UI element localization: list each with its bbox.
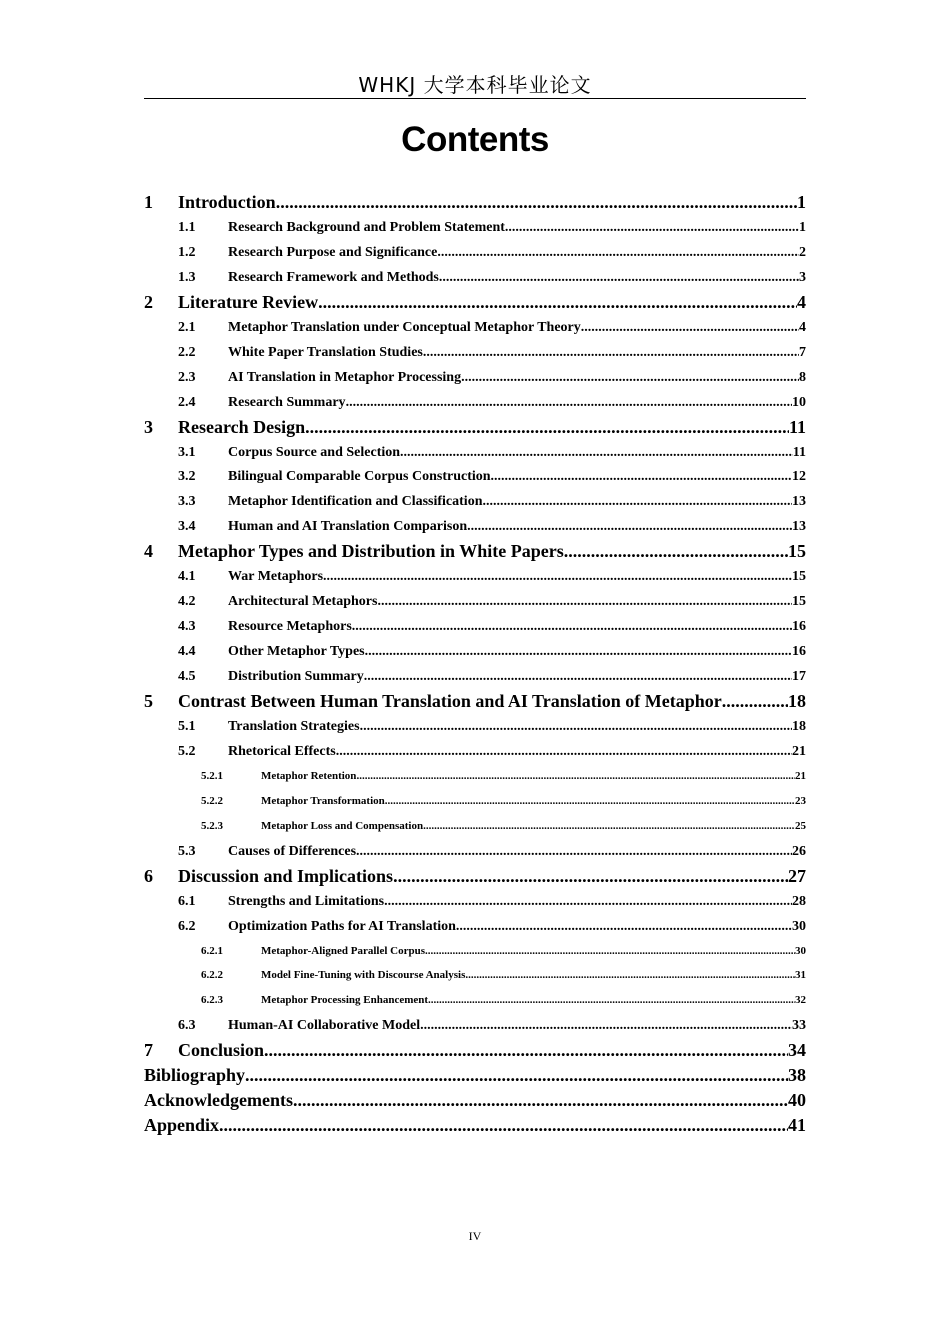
toc-entry-number: 6.2.2 <box>201 969 223 982</box>
toc-dot-leader <box>346 390 792 415</box>
toc-dot-leader <box>352 614 792 639</box>
toc-dot-leader <box>364 664 792 689</box>
toc-entry-page: 30 <box>795 944 806 957</box>
toc-dot-leader <box>505 215 799 240</box>
toc-entry-page: 30 <box>792 918 806 934</box>
toc-entry-label: Metaphor Identification and Classification <box>228 494 483 510</box>
toc-entry-label: War Metaphors <box>228 569 324 585</box>
toc-entry-label: Metaphor Processing Enhancement <box>261 994 429 1007</box>
toc-entry-label: Metaphor-Aligned Parallel Corpus <box>261 944 425 957</box>
toc-entry-page: 40 <box>788 1090 806 1111</box>
toc-dot-leader <box>467 514 792 539</box>
toc-dot-leader <box>439 265 799 290</box>
toc-entry-number: 2.2 <box>178 344 196 360</box>
toc-dot-leader <box>465 963 795 988</box>
toc-entry-number: 4 <box>144 541 153 562</box>
toc-entry-number: 1 <box>144 192 153 212</box>
toc-entry[interactable] <box>144 315 806 340</box>
toc-entry-page: 4 <box>799 319 806 335</box>
page-number: IV <box>468 1229 482 1243</box>
header-rule <box>144 98 806 99</box>
toc-entry-page: 15 <box>792 594 806 610</box>
toc-entry-label: Bilingual Comparable Corpus Construction <box>228 469 491 485</box>
toc-entry-page: 11 <box>792 444 806 460</box>
toc-entry[interactable] <box>144 889 806 914</box>
toc-dot-leader <box>425 939 795 964</box>
toc-dot-leader <box>356 839 792 864</box>
toc-entry-page: 18 <box>788 691 806 711</box>
toc-entry-label: Conclusion <box>178 1040 265 1061</box>
toc-entry[interactable] <box>144 689 806 714</box>
toc-dot-leader <box>420 1013 792 1038</box>
toc-entry[interactable] <box>144 539 806 564</box>
toc-entry-page: 2 <box>799 244 806 260</box>
toc-entry-number: 3.2 <box>178 469 196 485</box>
toc-entry[interactable] <box>144 589 806 614</box>
toc-entry-page: 18 <box>792 718 806 734</box>
toc-entry-page: 7 <box>799 344 806 360</box>
toc-dot-leader <box>305 415 789 440</box>
toc-entry[interactable] <box>144 914 806 939</box>
toc-entry[interactable] <box>144 839 806 864</box>
toc-entry-number: 7 <box>144 1040 153 1061</box>
toc-entry-page: 41 <box>788 1115 806 1136</box>
toc-entry-label: Resource Metaphors <box>228 619 352 635</box>
toc-entry-label: Other Metaphor Types <box>228 644 365 660</box>
toc-entry-page: 21 <box>795 769 806 782</box>
toc-entry-page: 34 <box>788 1040 806 1061</box>
toc-entry-label: Rhetorical Effects <box>228 743 336 759</box>
toc-entry-number: 5.2 <box>178 743 196 759</box>
toc-dot-leader <box>245 1063 788 1088</box>
toc-entry-number: 3.4 <box>178 519 196 535</box>
toc-entry-label: Appendix <box>144 1115 220 1136</box>
toc-entry-number: 5.2.2 <box>201 794 223 807</box>
toc-entry[interactable] <box>144 664 806 689</box>
toc-dot-leader <box>456 914 792 939</box>
toc-entry[interactable] <box>144 864 806 889</box>
toc-dot-leader <box>491 464 792 489</box>
toc-entry[interactable] <box>144 415 806 440</box>
toc-entry-page: 13 <box>792 494 806 510</box>
toc-entry[interactable] <box>144 614 806 639</box>
toc-dot-leader <box>581 315 799 340</box>
toc-entry-page: 8 <box>799 369 806 385</box>
toc-entry-label: Causes of Differences <box>228 843 357 859</box>
toc-entry[interactable] <box>144 464 806 489</box>
toc-entry-label: Corpus Source and Selection <box>228 444 401 460</box>
toc-entry-page: 16 <box>792 644 806 660</box>
toc-entry-label: Introduction <box>178 192 276 212</box>
toc-entry-label: Strengths and Limitations <box>228 893 385 909</box>
toc-entry[interactable] <box>144 1088 806 1113</box>
toc-entry[interactable] <box>144 1038 806 1063</box>
toc-entry-label: Distribution Summary <box>228 669 364 685</box>
toc-entry-number: 5.3 <box>178 843 196 859</box>
toc-dot-leader <box>400 440 793 465</box>
toc-entry-page: 23 <box>795 794 806 807</box>
toc-entry[interactable] <box>144 739 806 764</box>
toc-entry-page: 1 <box>799 219 806 235</box>
toc-entry-page: 31 <box>795 969 806 982</box>
toc-entry-label: Metaphor Loss and Compensation <box>261 819 424 832</box>
toc-entry-page: 16 <box>792 619 806 635</box>
toc-dot-leader <box>356 764 795 789</box>
toc-entry[interactable] <box>144 390 806 415</box>
toc-entry-page: 27 <box>788 865 806 886</box>
toc-entry-label: Metaphor Transformation <box>261 794 385 807</box>
toc-dot-leader <box>384 889 792 914</box>
toc-entry-label: Bibliography <box>144 1065 246 1086</box>
toc-entry-number: 2.4 <box>178 394 196 410</box>
toc-entry-page: 38 <box>788 1065 806 1086</box>
toc-entry-label: Metaphor Translation under Conceptual Metaphor Theory <box>228 319 581 335</box>
toc-entry[interactable] <box>144 290 806 315</box>
toc-entry-number: 5 <box>144 691 153 711</box>
toc-entry-number: 5.2.1 <box>201 769 223 782</box>
toc-entry-page: 3 <box>799 269 806 285</box>
toc-entry-page: 11 <box>788 416 806 437</box>
toc-dot-leader <box>264 1038 788 1063</box>
toc-entry-number: 2.3 <box>178 369 196 385</box>
toc-entry-number: 1.1 <box>178 219 196 235</box>
toc-dot-leader <box>722 689 788 714</box>
toc-entry-page: 15 <box>792 569 806 585</box>
toc-entry-number: 6.2.1 <box>201 944 223 957</box>
toc-entry[interactable] <box>144 988 806 1013</box>
toc-entry-label: Human and AI Translation Comparison <box>228 519 468 535</box>
toc-entry[interactable] <box>144 365 806 390</box>
toc-entry-number: 3.3 <box>178 494 196 510</box>
toc-entry-number: 1.2 <box>178 244 196 260</box>
toc-entry-page: 28 <box>792 893 806 909</box>
toc-entry-page: 1 <box>797 192 806 212</box>
toc-entry-number: 6.3 <box>178 1018 196 1034</box>
toc-entry-number: 6.2.3 <box>201 994 223 1007</box>
toc-entry-number: 1.3 <box>178 269 196 285</box>
toc-entry-label: Metaphor Retention <box>261 769 357 782</box>
toc-entry-label: Discussion and Implications <box>178 865 394 886</box>
toc-entry-page: 21 <box>792 743 806 759</box>
toc-entry[interactable] <box>144 963 806 988</box>
toc-entry-page: 26 <box>792 843 806 859</box>
toc-dot-leader <box>564 539 788 564</box>
toc-entry-label: Translation Strategies <box>228 718 360 734</box>
toc-entry-page: 15 <box>788 541 806 562</box>
toc-dot-leader <box>276 190 797 215</box>
toc-entry-label: Contrast Between Human Translation and AI Translation of Metaphor <box>178 691 722 711</box>
toc-entry[interactable] <box>144 1113 806 1138</box>
toc-entry-number: 2.1 <box>178 319 196 335</box>
toc-entry-number: 6 <box>144 865 153 886</box>
toc-dot-leader <box>360 714 792 739</box>
toc-dot-leader <box>318 290 797 315</box>
toc-entry-page: 12 <box>792 469 806 485</box>
toc-entry-label: Metaphor Types and Distribution in White Papers <box>178 541 564 562</box>
toc-dot-leader <box>437 240 799 265</box>
toc-dot-leader <box>323 564 792 589</box>
toc-dot-leader <box>461 365 799 390</box>
toc-dot-leader <box>393 864 788 889</box>
toc-entry-label: Model Fine-Tuning with Discourse Analysis <box>261 969 466 982</box>
running-header: WHKJ 大学本科毕业论文 <box>358 73 592 97</box>
toc-entry-number: 4.3 <box>178 619 196 635</box>
toc-entry[interactable] <box>144 440 806 465</box>
toc-dot-leader <box>219 1113 788 1138</box>
toc-entry-page: 10 <box>792 394 806 410</box>
toc-entry-label: Human-AI Collaborative Model <box>228 1018 421 1034</box>
toc-entry[interactable] <box>144 190 806 215</box>
toc-entry[interactable] <box>144 489 806 514</box>
toc-dot-leader <box>428 988 795 1013</box>
toc-entry-label: Research Summary <box>228 394 346 410</box>
toc-entry-label: Optimization Paths for AI Translation <box>228 918 456 934</box>
toc-entry[interactable] <box>144 240 806 265</box>
toc-dot-leader <box>423 814 795 839</box>
toc-dot-leader <box>385 789 795 814</box>
toc-entry-number: 5.1 <box>178 718 196 734</box>
toc-entry[interactable] <box>144 265 806 290</box>
toc-entry-label: Literature Review <box>178 291 319 312</box>
toc-entry-page: 32 <box>795 994 806 1007</box>
toc-entry-number: 4.2 <box>178 594 196 610</box>
toc-dot-leader <box>293 1088 788 1113</box>
toc-entry-page: 25 <box>795 819 806 832</box>
toc-entry-page: 13 <box>792 519 806 535</box>
toc-entry-number: 5.2.3 <box>201 819 223 832</box>
toc-dot-leader <box>377 589 792 614</box>
toc-entry-label: Research Background and Problem Statement <box>228 219 505 235</box>
toc-entry-page: 4 <box>797 291 806 312</box>
toc-entry-label: White Paper Translation Studies <box>228 344 423 360</box>
toc-entry[interactable] <box>144 764 806 789</box>
toc-entry-number: 4.4 <box>178 644 196 660</box>
toc-entry[interactable] <box>144 1013 806 1038</box>
toc-entry-number: 6.1 <box>178 893 196 909</box>
toc-entry-label: Acknowledgements <box>144 1090 293 1111</box>
toc-entry[interactable] <box>144 215 806 240</box>
toc-entry[interactable] <box>144 789 806 814</box>
toc-entry[interactable] <box>144 564 806 589</box>
toc-entry[interactable] <box>144 814 806 839</box>
toc-entry-label: AI Translation in Metaphor Processing <box>228 369 462 385</box>
toc-entry-number: 6.2 <box>178 918 196 934</box>
toc-entry[interactable] <box>144 639 806 664</box>
toc-entry-label: Research Design <box>178 416 306 437</box>
toc-entry[interactable] <box>144 340 806 365</box>
toc-dot-leader <box>365 639 792 664</box>
toc-dot-leader <box>336 739 792 764</box>
toc-entry-page: 17 <box>792 669 806 685</box>
toc-dot-leader <box>423 340 799 365</box>
toc-entry[interactable] <box>144 939 806 964</box>
toc-entry-number: 4.5 <box>178 669 196 685</box>
toc-entry-label: Research Purpose and Significance <box>228 244 438 260</box>
toc-entry-number: 3.1 <box>178 444 196 460</box>
toc-entry-label: Research Framework and Methods <box>228 269 439 285</box>
toc-entry-number: 3 <box>144 416 153 437</box>
toc-entry[interactable] <box>144 714 806 739</box>
toc-entry-number: 4.1 <box>178 569 196 585</box>
toc-entry-number: 2 <box>144 291 153 312</box>
toc-entry[interactable] <box>144 514 806 539</box>
toc-dot-leader <box>482 489 792 514</box>
page-title: Contents <box>401 120 549 159</box>
toc-entry[interactable] <box>144 1063 806 1088</box>
toc-entry-page: 33 <box>792 1018 806 1034</box>
toc-entry-label: Architectural Metaphors <box>228 594 378 610</box>
